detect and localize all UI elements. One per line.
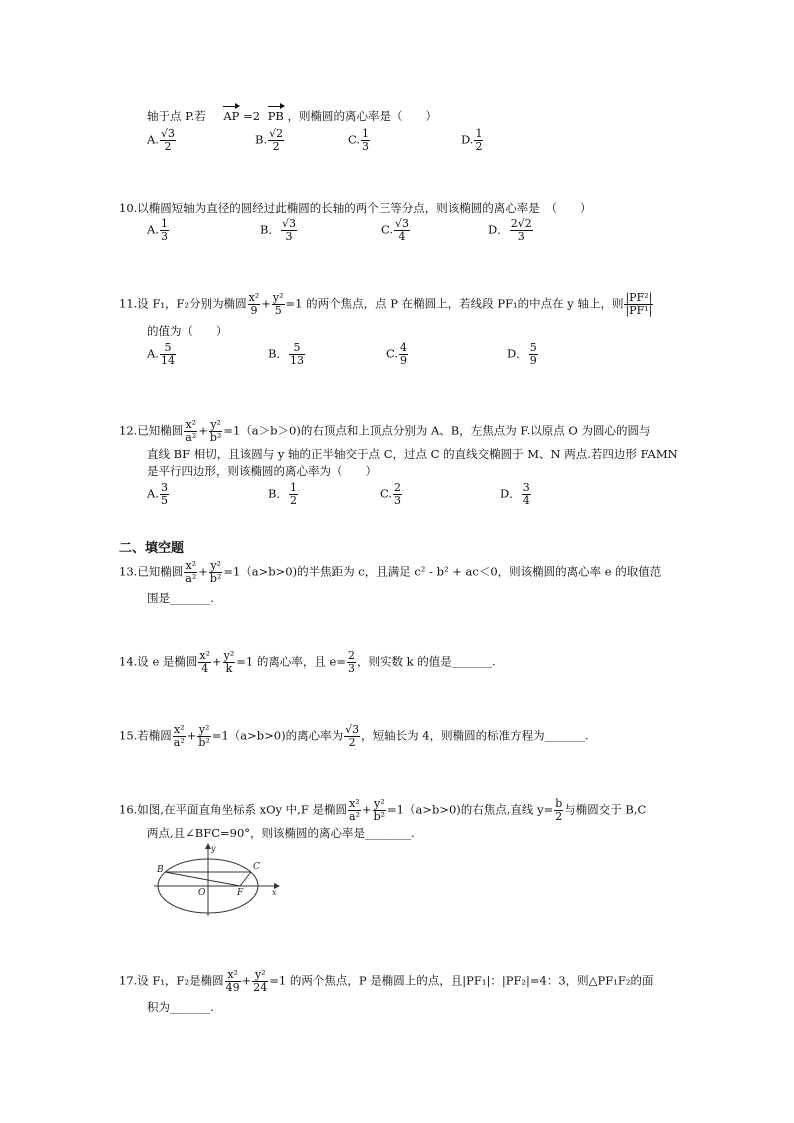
frac-den: 3 [160, 230, 168, 243]
q10-option-a[interactable] [147, 218, 170, 243]
segment-bf [165, 872, 240, 886]
frac-num: 5 [529, 341, 537, 354]
option-label: D． [500, 486, 521, 501]
frac-den: 2 [289, 494, 297, 507]
ellipse-term-x [173, 724, 186, 749]
frac-den: b² [209, 431, 222, 444]
q12-option-c[interactable] [380, 482, 403, 507]
segment-cf [240, 872, 251, 886]
frac-num: 3 [522, 481, 530, 494]
frac-num: |PF²| [625, 291, 653, 304]
option-label: A. [147, 222, 159, 237]
q17-stem: 17.设 F₁，F₂是椭圆 $\frac{\text{x²}}{49}$ + $\frac{\text{y²}}{24}$ =1 的两个焦点，P 是椭圆上的点，且|PF₁|：|PF₂|=4：3，则△PF₁F₂的面 [119, 968, 654, 994]
option-fraction [522, 482, 531, 507]
frac-den: 2 [272, 140, 280, 153]
q11-line2: 的值为（ ） [147, 324, 228, 338]
q9-option-b[interactable] [255, 128, 285, 153]
option-fraction [160, 218, 169, 243]
q15-text-rest: ，短轴长为 4，则椭圆的标准方程为_______. [361, 728, 589, 743]
q11-stem: 11.设 F₁，F₂分别为椭圆 $\frac{\text{x²}}{9}$ + $\frac{\text{y²}}{5}$ =1 的两个焦点，点 P 在椭圆上，若线段 PF₁的中点在 y 轴上，则 $\frac{\text{|PF²|}}{\text{|PF¹|}}$ [119, 291, 653, 317]
option-label: A. [147, 486, 159, 501]
q13-text-rest: =1（a>b>0)的半焦距为 c，且满足 c² - b² + ac＜0，则该椭圆的离心率 e 的取值范 [223, 564, 662, 579]
label-c: C [253, 862, 260, 872]
frac-den: 9 [250, 304, 258, 317]
vector-ap: AP [223, 104, 239, 124]
frac-den: 4 [522, 494, 530, 507]
frac-num: y² [272, 291, 284, 304]
frac-num: x² [185, 559, 197, 572]
frac-den: 4 [201, 662, 209, 675]
option-label: B． [260, 222, 280, 237]
frac-num: √3 [281, 217, 296, 230]
frac-num: x² [199, 649, 211, 662]
frac-den: 3 [285, 230, 293, 243]
q11-option-b[interactable] [268, 342, 306, 367]
q9-option-a[interactable] [147, 128, 177, 153]
q10-option-b[interactable] [260, 218, 298, 243]
frac-den: 2 [555, 810, 563, 823]
q12-text-rest: =1（a＞b＞0)的右顶点和上顶点分别为 A、B，左焦点为 F.以原点 O 为圆心的圆与 [223, 423, 651, 438]
ellipse-term-x [348, 798, 361, 823]
ellipse-term-x [198, 650, 211, 675]
frac-den: a² [348, 810, 360, 823]
frac-den: 5 [274, 304, 282, 317]
option-label: C. [348, 132, 361, 147]
q12-option-d[interactable] [500, 482, 532, 507]
q9-option-c[interactable] [348, 128, 371, 153]
frac-num: √3 [345, 723, 360, 736]
q16-line2: 两点,且∠BFC=90°，则该椭圆的离心率是________. [147, 826, 415, 840]
frac-num: y² [210, 418, 221, 431]
frac-den: b² [209, 572, 222, 585]
option-label: C. [380, 486, 393, 501]
frac-num: x² [225, 969, 241, 982]
option-fraction [160, 482, 169, 507]
frac-den: 3 [517, 230, 525, 243]
option-label: D． [507, 346, 528, 361]
frac-den: b² [198, 736, 210, 749]
frac-num: y² [223, 649, 235, 662]
frac-num: x² [349, 797, 360, 810]
q17-text: 17.设 F₁，F₂是椭圆 [119, 973, 224, 988]
q14-text: 14.设 e 是椭圆 [119, 654, 198, 669]
frac-den: |PF¹| [625, 304, 653, 317]
frac-den: a² [185, 572, 197, 585]
option-fraction [160, 342, 176, 367]
frac-num: y² [198, 723, 210, 736]
frac-num: 3 [160, 481, 168, 494]
frac-den: 2 [348, 736, 356, 749]
q12-line3: 是平行四边形，则该椭圆的离心率为（ ） [147, 464, 377, 478]
option-label: D. [461, 132, 474, 147]
q14-text-mid: =1 的离心率，且 e= [236, 654, 347, 669]
ellipse-term-y [197, 724, 210, 749]
option-label: A. [147, 132, 159, 147]
option-fraction [361, 128, 370, 153]
option-fraction [281, 218, 297, 243]
frac-num: 5 [160, 342, 176, 355]
frac-den: 14 [160, 354, 175, 367]
ellipse-term-y [373, 798, 386, 823]
frac-den: 2 [475, 140, 483, 153]
option-label: B. [255, 132, 268, 147]
q10-stem: 10.以椭圆短轴为直径的圆经过此椭圆的长轴的两个三等分点，则该椭圆的离心率是 （ ） [119, 201, 592, 215]
frac-num: √3 [160, 127, 175, 140]
q12-option-b[interactable] [268, 482, 299, 507]
label-x: x [272, 888, 277, 897]
q12-stem: 12.已知椭圆 $\frac{\text{x²}}{\text{a²}}$ + $\frac{\text{y²}}{\text{b²}}$ =1（a＞b＞0)的右顶点和上顶点分别为 A、B，左焦点为 F.以原点 O 为圆心的圆与 [119, 418, 651, 444]
option-fraction [268, 128, 284, 153]
q10-option-c[interactable] [381, 218, 411, 243]
ratio-fraction [624, 292, 653, 317]
q12-line2: 直线 BF 相切，且该圆与 y 轴的正半轴交于点 C，过点 C 的直线交椭圆于 M、N 两点.若四边形 FAMN [147, 447, 678, 461]
frac-den: 3 [348, 662, 356, 675]
frac-den: 3 [394, 494, 402, 507]
ellipse-term-x [248, 292, 261, 317]
ellipse-term-x [184, 419, 197, 444]
ellipse-term-x [184, 560, 197, 585]
q12-option-a[interactable] [147, 482, 170, 507]
ellipse-term-y [252, 969, 268, 994]
ellipse-term-y [272, 292, 285, 317]
option-label: C. [386, 346, 399, 361]
frac-num: x² [185, 418, 197, 431]
frac-num: y² [373, 797, 385, 810]
frac-num: b [555, 797, 563, 810]
ellipse-figure [150, 842, 280, 918]
q11-text-mid: =1 的两个焦点，点 P 在椭圆上，若线段 PF₁的中点在 y 轴上，则 [285, 296, 624, 311]
ellipse-term-y [209, 560, 222, 585]
option-label: A. [147, 346, 159, 361]
frac-num: 1 [160, 217, 168, 230]
option-fraction [160, 128, 176, 153]
q9-option-d[interactable] [461, 128, 484, 153]
frac-num: x² [248, 291, 260, 304]
q15-stem: 15.若椭圆 $\frac{\text{x²}}{\text{a²}}$ + $\frac{\text{y²}}{\text{b²}}$ =1（a>b>0)的离心率为 $\frac{√3}{2}$ ，短轴长为 4，则椭圆的标准方程为_______. [119, 723, 589, 749]
q9-equal: =2 [243, 109, 261, 123]
q14-text-rest: ，则实数 k 的值是_______. [357, 654, 496, 669]
frac-num: y² [210, 559, 221, 572]
frac-den: 24 [253, 981, 268, 994]
frac-num: √3 [395, 217, 410, 230]
option-label: C. [381, 222, 394, 237]
frac-den: 9 [529, 354, 537, 367]
option-fraction [289, 482, 298, 507]
option-fraction [394, 218, 410, 243]
q17-line2: 积为_______. [147, 1000, 214, 1014]
frac-num: 2√2 [510, 217, 532, 230]
frac-num: 2 [348, 649, 356, 662]
q12-text: 12.已知椭圆 [119, 423, 184, 438]
q11-option-a[interactable] [147, 342, 177, 367]
frac-num: 2 [394, 481, 402, 494]
q10-option-d[interactable] [488, 218, 534, 243]
frac-den: a² [185, 431, 197, 444]
option-label: B． [268, 486, 288, 501]
frac-den: a² [173, 736, 185, 749]
section-title-fill-in: 二、填空题 [119, 541, 185, 556]
frac-num: 5 [289, 342, 305, 355]
q11-text: 11.设 F₁，F₂分别为椭圆 [119, 296, 247, 311]
eccentricity-fraction [344, 724, 360, 749]
option-fraction [393, 482, 402, 507]
q15-text: 15.若椭圆 [119, 728, 172, 743]
frac-den: k [225, 662, 233, 675]
frac-num: 1 [362, 127, 370, 140]
frac-den: 5 [160, 494, 168, 507]
ellipse-term-x [225, 969, 241, 994]
frac-num: 1 [475, 127, 483, 140]
option-fraction [529, 342, 538, 367]
frac-den: b² [373, 810, 386, 823]
eccentricity-fraction [347, 650, 356, 675]
frac-den: 9 [400, 354, 408, 367]
vector-pb: PB [268, 104, 284, 124]
q14-stem: 14.设 e 是椭圆 $\frac{\text{x²}}{4}$ + $\frac{\text{y²}}{k}$ =1 的离心率，且 e= $\frac{2}{3}$ ，则实数 k 的值是_______. [119, 649, 496, 675]
q13-line2: 围是_______. [147, 591, 214, 605]
frac-num: y² [252, 969, 268, 982]
option-fraction [510, 218, 533, 243]
q17-text-rest: =1 的两个焦点，P 是椭圆上的点，且|PF₁|：|PF₂|=4：3，则△PF₁F₂的面 [269, 973, 654, 988]
q16-text: 16.如图,在平面直角坐标系 xOy 中,F 是椭圆 [119, 802, 347, 817]
frac-num: 4 [400, 341, 408, 354]
line-fraction [554, 798, 563, 823]
frac-num: √2 [269, 127, 284, 140]
option-label: B． [268, 346, 288, 361]
label-y: y [211, 844, 216, 853]
frac-num: 1 [289, 481, 297, 494]
q11-option-d[interactable] [507, 342, 539, 367]
option-fraction [474, 128, 483, 153]
ellipse-term-y [209, 419, 222, 444]
q9-stem [147, 104, 437, 124]
q16-stem: 16.如图,在平面直角坐标系 xOy 中,F 是椭圆 $\frac{\text{x²}}{\text{a²}}$ + $\frac{\text{y²}}{\text{b²}}$ =1（a>b>0)的右焦点,直线 y= $\frac{b}{2}$ 与椭圆交于 B,C [119, 797, 647, 823]
frac-den: 49 [225, 981, 240, 994]
q9-question: ，则椭圆的离心率是（ ） [287, 109, 438, 123]
ellipse-term-y [223, 650, 236, 675]
label-b: B [157, 865, 164, 875]
frac-den: 4 [398, 230, 406, 243]
q15-text-mid: =1（a>b>0)的离心率为 [211, 728, 344, 743]
q9-text: 轴于点 P.若 [147, 109, 206, 123]
q13-stem: 13.已知椭圆 $\frac{\text{x²}}{\text{a²}}$ + $\frac{\text{y²}}{\text{b²}}$ =1（a>b>0)的半焦距为 c，且满足 c² - b² + ac＜0，则该椭圆的离心率 e 的取值范 [119, 559, 662, 585]
label-o: O [198, 888, 206, 898]
q16-text-mid: =1（a>b>0)的右焦点,直线 y= [387, 802, 554, 817]
frac-den: 13 [289, 354, 304, 367]
q16-text-rest: 与椭圆交于 B,C [564, 802, 647, 817]
q11-option-c[interactable] [386, 342, 409, 367]
frac-den: 3 [362, 140, 370, 153]
q13-text: 13.已知椭圆 [119, 564, 184, 579]
option-fraction [399, 342, 408, 367]
frac-num: x² [173, 723, 185, 736]
label-f: F [237, 888, 244, 898]
option-fraction [289, 342, 305, 367]
option-label: D． [488, 222, 509, 237]
frac-den: 2 [164, 140, 172, 153]
